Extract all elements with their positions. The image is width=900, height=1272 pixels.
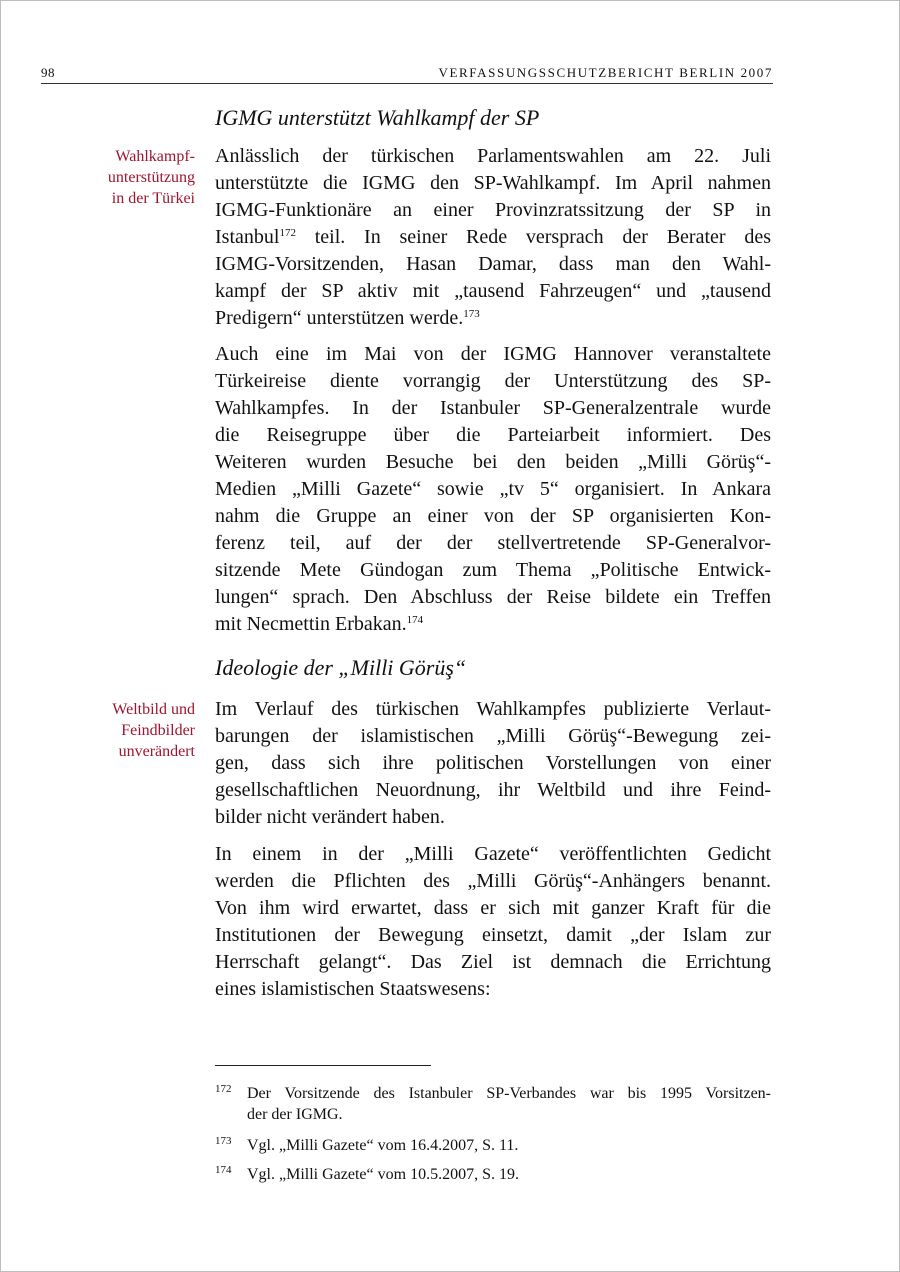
footnote-ref-173[interactable]: 173 <box>463 308 480 320</box>
text-line: Weiteren wurden Besuche bei den beiden „Milli Görüş“- <box>215 451 771 473</box>
text-fragment: mit Necmettin Erbakan. <box>215 613 407 635</box>
text-line: sitzende Mete Gündogan zum Thema „Politische Entwick- <box>215 559 771 581</box>
page-number: 98 <box>41 65 55 80</box>
running-title: VERFASSUNGSSCHUTZBERICHT BERLIN 2007 <box>438 65 773 80</box>
text-line: barungen der islamistischen „Milli Görüş“-Bewegung zei- <box>215 725 771 747</box>
paragraph-tuerkeireise <box>215 341 771 638</box>
footnote-number: 173 <box>215 1135 232 1147</box>
section-heading-ideologie: Ideologie der „Milli Görüş“ <box>215 655 467 680</box>
margin-note-wahlkampfunterstuetzung <box>108 146 195 209</box>
margin-note-line: in der Türkei <box>111 190 195 207</box>
text-line: In einem in der „Milli Gazete“ veröffentlichten Gedicht <box>215 843 771 865</box>
footnote-line: Der Vorsitzende des Istanbuler SP-Verbandes war bis 1995 Vorsitzen- <box>247 1085 771 1102</box>
footnote-text: Vgl. „Milli Gazete“ vom 10.5.2007, S. 19. <box>247 1166 519 1183</box>
text-line: ferenz teil, auf der der stellvertretende SP-Generalvor- <box>215 532 771 554</box>
text-line: kampf der SP aktiv mit „tausend Fahrzeugen“ und „tausend <box>215 280 771 302</box>
text-line: IGMG-Vorsitzenden, Hasan Damar, dass man den Wahl- <box>215 253 771 275</box>
margin-note-line: unverändert <box>118 743 195 760</box>
text-line <box>215 224 771 251</box>
footnote-text <box>247 1083 771 1125</box>
text-line: bilder nicht verändert haben. <box>215 806 445 828</box>
page-header <box>41 65 773 83</box>
footnote-text: Vgl. „Milli Gazete“ vom 16.4.2007, S. 11. <box>247 1137 519 1154</box>
margin-note-weltbild <box>112 699 195 762</box>
text-line: Im Verlauf des türkischen Wahlkampfes publizierte Verlaut- <box>215 698 771 720</box>
paragraph-verlautbarungen <box>215 696 771 831</box>
text-line: Anlässlich der türkischen Parlamentswahlen am 22. Juli <box>215 145 771 167</box>
footnote-ref-172[interactable]: 172 <box>279 227 296 239</box>
footnote-line: der der IGMG. <box>247 1106 343 1123</box>
text-line: Medien „Milli Gazete“ sowie „tv 5“ organisiert. In Ankara <box>215 478 771 500</box>
section-heading-igmg-wahlkampf: IGMG unterstützt Wahlkampf der SP <box>215 105 540 130</box>
text-line: gesellschaftlichen Neuordnung, ihr Weltbild und ihre Feind- <box>215 779 771 801</box>
text-line: gen, dass sich ihre politischen Vorstellungen von einer <box>215 752 771 774</box>
footnote-number: 172 <box>215 1083 232 1095</box>
margin-note-line: Feindbilder <box>121 722 195 739</box>
margin-note-line: Weltbild und <box>112 701 195 718</box>
text-line: Türkeireise diente vorrangig der Unterstützung des SP- <box>215 370 771 392</box>
text-line: Herrschaft gelangt“. Das Ziel ist demnach die Errichtung <box>215 951 771 973</box>
text-line: die Reisegruppe über die Parteiarbeit informiert. Des <box>215 424 771 446</box>
text-line: nahm die Gruppe an einer von der SP organisierten Kon- <box>215 505 771 527</box>
text-line: Institutionen der Bewegung einsetzt, damit „der Islam zur <box>215 924 771 946</box>
text-line: Von ihm wird erwartet, dass er sich mit ganzer Kraft für die <box>215 897 771 919</box>
footnote-ref-174[interactable]: 174 <box>406 614 424 626</box>
header-rule <box>41 83 773 84</box>
text-line: eines islamistischen Staatswesens: <box>215 978 491 1000</box>
text-line: IGMG-Funktionäre an einer Provinzratssitzung der SP in <box>215 199 771 221</box>
margin-note-line: unterstützung <box>107 169 195 186</box>
margin-note-line: Wahlkampf- <box>115 148 195 165</box>
text-fragment: Predigern“ unterstützen werde. <box>215 307 464 329</box>
footnote-number: 174 <box>215 1164 232 1176</box>
text-line: lungen“ sprach. Den Abschluss der Reise bildete ein Treffen <box>215 586 771 608</box>
text-line <box>215 305 771 332</box>
text-fragment: teil. In seiner Rede versprach der Berater des <box>295 226 771 248</box>
footnote-separator <box>215 1065 431 1066</box>
text-fragment: Istanbul <box>215 226 280 248</box>
paragraph-igmg-wahlkampf <box>215 143 771 332</box>
paragraph-gedicht <box>215 841 771 1003</box>
text-line <box>215 611 771 638</box>
text-line: werden die Pflichten des „Milli Görüş“-Anhängers benannt. <box>215 870 771 892</box>
text-line: unterstützte die IGMG den SP-Wahlkampf. Im April nahmen <box>215 172 771 194</box>
text-line: Auch eine im Mai von der IGMG Hannover veranstaltete <box>215 343 771 365</box>
text-line: Wahlkampfes. In der Istanbuler SP-Generalzentrale wurde <box>215 397 771 419</box>
